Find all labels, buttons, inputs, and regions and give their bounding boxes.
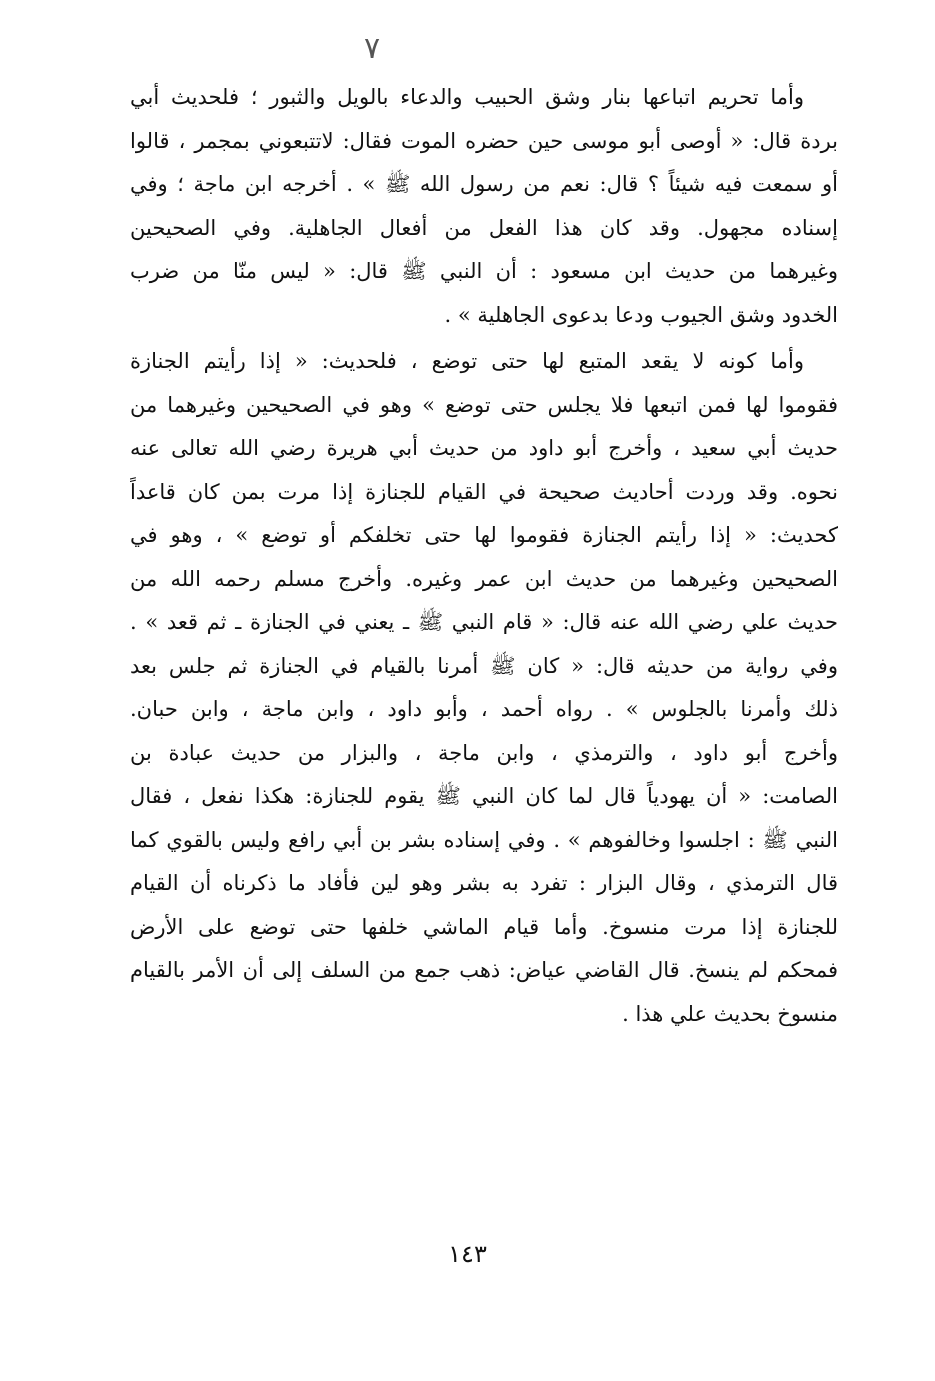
paragraph-1: [130, 76, 838, 337]
text-line: وأخرج أبو داود ، والترمذي ، وابن ماجة ، والبزار من حديث عبادة بن: [130, 740, 838, 765]
text-line: وغيرهما من حديث ابن مسعود : أن النبي ﷺ قال: « ليس منّا من ضرب: [130, 259, 838, 283]
text-line: وفي رواية من حديثه قال: « كان ﷺ أمرنا بالقيام في الجنازة ثم جلس بعد: [130, 653, 838, 678]
text-line: كحديث: « إذا رأيتم الجنازة فقوموا لها حتى تخلفكم أو توضع » ، وهو في: [130, 523, 838, 547]
text-line: الصامت: « أن يهودياً قال لما كان النبي ﷺ يقوم للجنازة: هكذا نفعل ، فقال: [130, 784, 838, 808]
text-line: إسناده مجهول. وقد كان هذا الفعل من أفعال الجاهلية. وفي الصحيحين: [130, 215, 838, 240]
text-line: فمحكم لم ينسخ. قال القاضي عياض: ذهب جمع من السلف إلى أن الأمر بالقيام: [130, 958, 838, 982]
text-line: ذلك وأمرنا بالجلوس » . رواه أحمد ، وأبو داود ، وابن ماجة ، وابن حبان.: [130, 697, 838, 721]
text-line: قال الترمذي ، وقال البزار : تفرد به بشر وهو لين فأفاد ما ذكرناه أن القيام: [130, 871, 838, 895]
page-number: ١٤٣: [448, 1240, 487, 1268]
text-line: وأما كونه لا يقعد المتبع لها حتى توضع ، فلحديث: « إذا رأيتم الجنازة: [130, 349, 804, 373]
text-line: الخدود وشق الجيوب ودعا بدعوى الجاهلية » .: [444, 302, 838, 327]
text-line: منسوخ بحديث علي هذا .: [622, 1001, 838, 1026]
corner-mark: ٧: [364, 31, 381, 66]
text-line: أو سمعت فيه شيئاً ؟ قال: نعم من رسول الله ﷺ » . أخرجه ابن ماجة ؛ وفي: [130, 172, 838, 196]
main-text: [130, 76, 838, 1039]
text-line: بردة قال: « أوصى أبو موسى حين حضره الموت فقال: لاتتبعوني بمجمر ، قالوا: [130, 128, 838, 153]
text-line: نحوه. وقد وردت أحاديث صحيحة في القيام للجنازة إذا مرت بمن كان قاعداً: [130, 479, 838, 504]
text-line: للجنازة إذا مرت منسوخ. وأما قيام الماشي خلفها حتى توضع على الأرض: [130, 914, 838, 939]
paragraph-2: [130, 340, 838, 1036]
text-line: النبي ﷺ : اجلسوا وخالفوهم » . وفي إسناده بشر بن أبي رافع وليس بالقوي كما: [130, 827, 838, 852]
text-line: فقوموا لها فمن اتبعها فلا يجلس حتى توضع » وهو في الصحيحين وغيرهما من: [130, 392, 838, 417]
text-line: وأما تحريم اتباعها بنار وشق الحبيب والدعاء بالويل والثبور ؛ فلحديث أبي: [130, 85, 804, 109]
text-line: الصحيحين وغيرهما من حديث ابن عمر وغيره. وأخرج مسلم رحمه الله من: [130, 566, 838, 591]
text-line: حديث علي رضي الله عنه قال: « قام النبي ﷺ ـ يعني في الجنازة ـ ثم قعد » .: [130, 610, 838, 634]
text-line: حديث أبي سعيد ، وأخرج أبو داود من حديث أبي هريرة رضي الله تعالى عنه: [130, 436, 838, 460]
